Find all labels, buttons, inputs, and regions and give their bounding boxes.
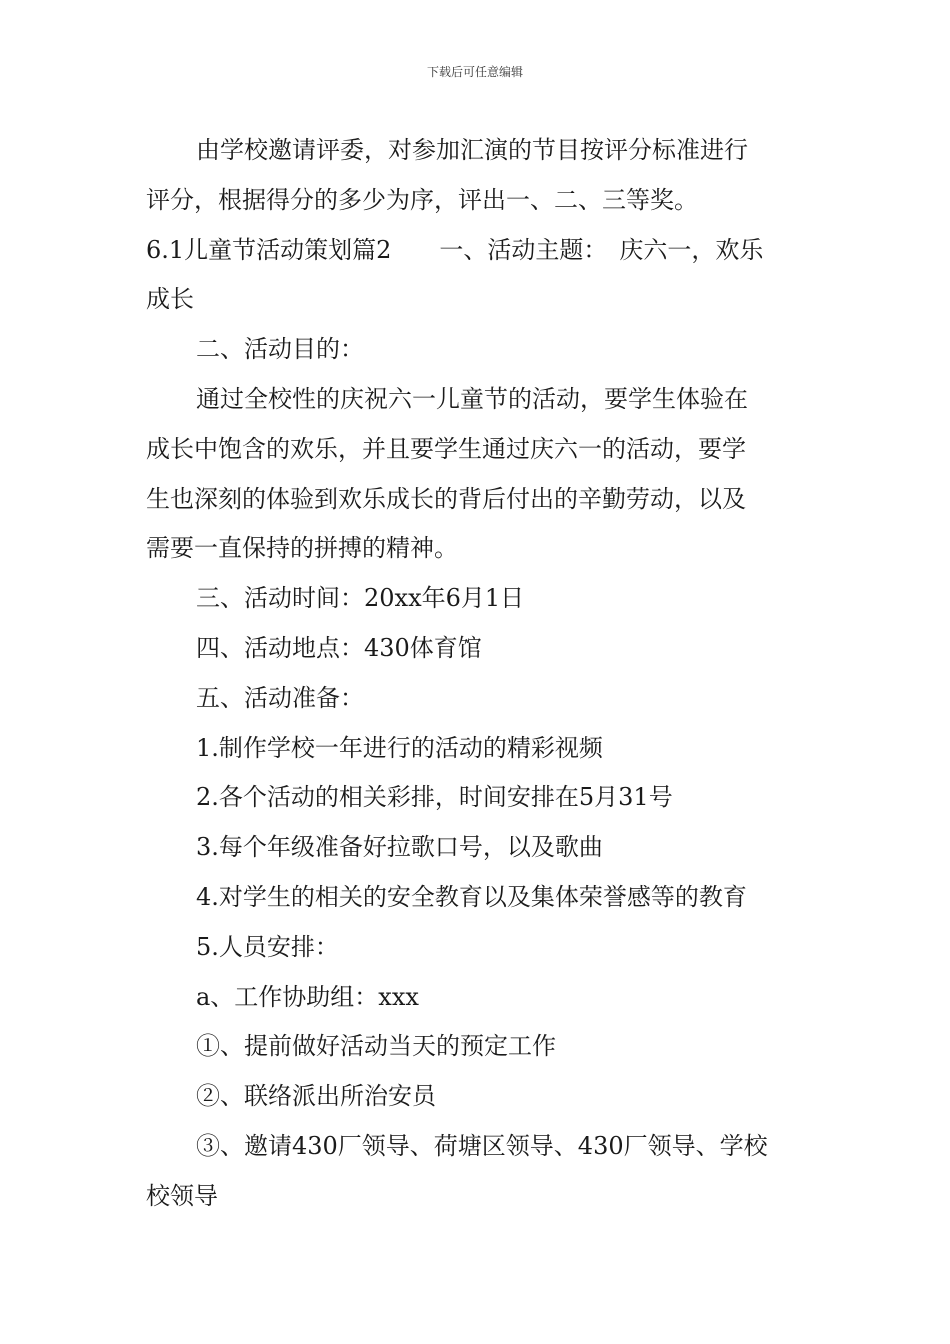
section-title-line: 6.1儿童节活动策划篇2 一、活动主题： 庆六一，欢乐 xyxy=(146,235,764,264)
list-item: 5.人员安排： xyxy=(196,932,339,961)
list-item: ①、提前做好活动当天的预定工作 xyxy=(196,1032,556,1061)
section-heading: 五、活动准备： xyxy=(196,683,364,712)
paragraph-line: 评分，根据得分的多少为序，评出一、二、三等奖。 xyxy=(146,185,698,214)
paragraph-line: 由学校邀请评委，对参加汇演的节目按评分标准进行 xyxy=(196,136,748,164)
page-header-note: 下载后可任意编辑 xyxy=(426,65,523,79)
section-heading: 三、活动时间：20xx年6月1日 xyxy=(196,584,525,613)
paragraph-line: 通过全校性的庆祝六一儿童节的活动，要学生体验在 xyxy=(196,384,748,413)
paragraph-line: 成长中饱含的欢乐，并且要学生通过庆六一的活动，要学 xyxy=(146,434,746,463)
list-item: 1.制作学校一年进行的活动的精彩视频 xyxy=(196,733,603,762)
list-item: 2.各个活动的相关彩排，时间安排在5月31号 xyxy=(196,783,673,812)
paragraph-line: 校领导 xyxy=(146,1181,218,1210)
list-item: ②、联络派出所治安员 xyxy=(196,1082,436,1111)
section-heading: 四、活动地点：430体育馆 xyxy=(196,633,482,662)
document-body xyxy=(146,126,808,1222)
list-item: 4.对学生的相关的安全教育以及集体荣誉感等的教育 xyxy=(196,882,747,911)
section-heading: 二、活动目的： xyxy=(196,335,364,364)
list-item: ③、邀请430厂领导、荷塘区领导、430厂领导、学校 xyxy=(196,1131,768,1160)
list-item: 3.每个年级准备好拉歌口号，以及歌曲 xyxy=(196,833,603,862)
list-item: a、工作协助组：xxx xyxy=(196,982,419,1011)
paragraph-line: 生也深刻的体验到欢乐成长的背后付出的辛勤劳动，以及 xyxy=(146,484,746,513)
paragraph-line: 需要一直保持的拼搏的精神。 xyxy=(146,534,458,563)
paragraph-line: 成长 xyxy=(146,285,194,314)
